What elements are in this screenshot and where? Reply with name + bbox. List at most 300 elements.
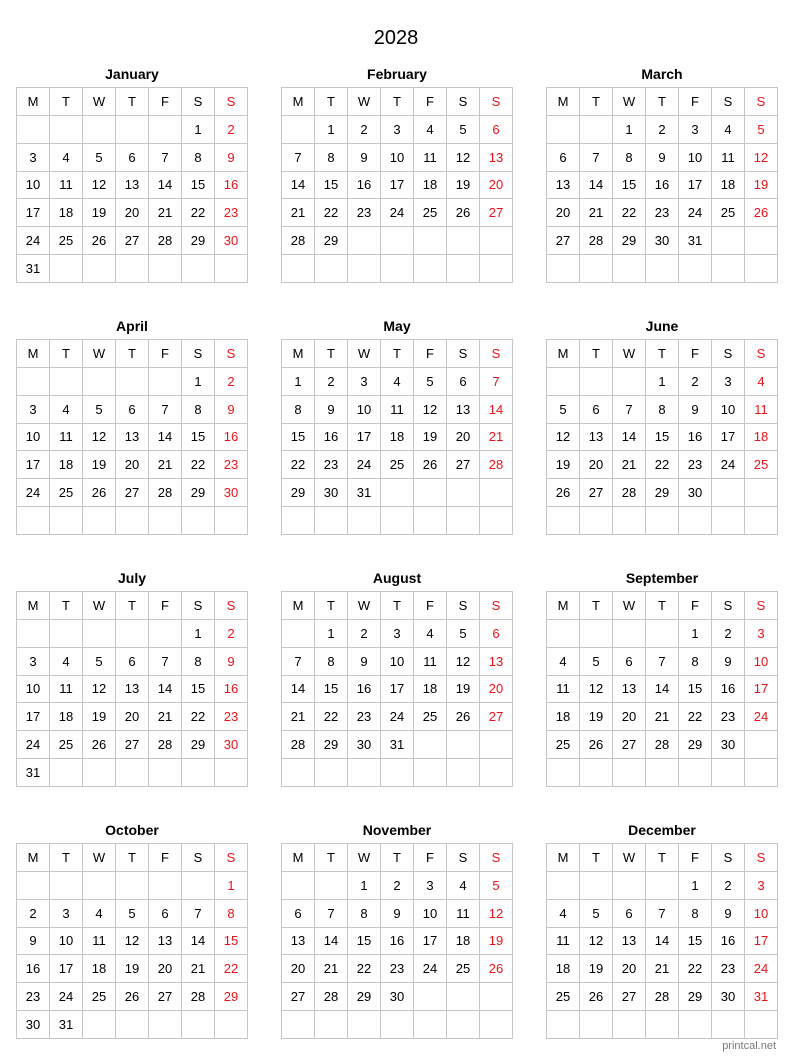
weekday-header: F xyxy=(679,592,712,620)
day-cell: 4 xyxy=(712,116,745,144)
day-cell: 9 xyxy=(215,648,248,676)
day-cell: 23 xyxy=(215,451,248,479)
day-cell: 10 xyxy=(17,172,50,200)
day-cell: 29 xyxy=(613,227,646,255)
day-cell: 28 xyxy=(282,227,315,255)
day-cell: 22 xyxy=(182,451,215,479)
weekday-header: M xyxy=(17,88,50,116)
day-cell: 3 xyxy=(745,620,778,648)
day-cell: 20 xyxy=(149,955,182,983)
weekday-header: T xyxy=(580,88,613,116)
day-cell: 14 xyxy=(149,424,182,452)
year-title: 2028 xyxy=(373,27,419,49)
day-cell: 5 xyxy=(547,396,580,424)
day-cell: 1 xyxy=(215,872,248,900)
day-cell: 7 xyxy=(149,648,182,676)
day-cell: 24 xyxy=(17,731,50,759)
day-cell: 12 xyxy=(447,648,480,676)
day-cell: 21 xyxy=(580,199,613,227)
empty-cell xyxy=(580,872,613,900)
day-cell: 1 xyxy=(315,620,348,648)
day-cell: 16 xyxy=(315,424,348,452)
empty-cell xyxy=(116,620,149,648)
empty-cell xyxy=(149,116,182,144)
day-cell: 8 xyxy=(348,900,381,928)
day-cell: 31 xyxy=(381,731,414,759)
weekday-header: S xyxy=(480,88,513,116)
weekday-header: T xyxy=(381,592,414,620)
month-grid xyxy=(546,339,778,535)
weekday-header: M xyxy=(282,592,315,620)
day-cell: 6 xyxy=(116,396,149,424)
day-cell: 21 xyxy=(182,955,215,983)
empty-cell xyxy=(613,872,646,900)
day-cell: 9 xyxy=(348,144,381,172)
day-cell: 31 xyxy=(17,759,50,787)
day-cell: 9 xyxy=(679,396,712,424)
empty-cell xyxy=(414,227,447,255)
empty-cell xyxy=(348,1011,381,1039)
day-cell: 2 xyxy=(679,368,712,396)
day-cell: 24 xyxy=(679,199,712,227)
day-cell: 22 xyxy=(646,451,679,479)
day-cell: 13 xyxy=(282,928,315,956)
empty-cell xyxy=(116,759,149,787)
weekday-header: W xyxy=(613,340,646,368)
day-cell: 26 xyxy=(447,199,480,227)
day-cell: 7 xyxy=(282,648,315,676)
day-cell: 31 xyxy=(50,1011,83,1039)
day-cell: 12 xyxy=(580,928,613,956)
day-cell: 28 xyxy=(282,731,315,759)
day-cell: 28 xyxy=(580,227,613,255)
day-cell: 7 xyxy=(480,368,513,396)
day-cell: 19 xyxy=(580,955,613,983)
day-cell: 11 xyxy=(447,900,480,928)
day-cell: 17 xyxy=(381,172,414,200)
month-name: December xyxy=(628,822,696,838)
empty-cell xyxy=(50,368,83,396)
empty-cell xyxy=(646,507,679,535)
day-cell: 15 xyxy=(613,172,646,200)
weekday-header: F xyxy=(414,340,447,368)
empty-cell xyxy=(348,759,381,787)
month-name: March xyxy=(641,66,683,82)
month-grid xyxy=(281,591,513,787)
month-name: September xyxy=(625,570,699,586)
day-cell: 26 xyxy=(745,199,778,227)
day-cell: 4 xyxy=(447,872,480,900)
day-cell: 16 xyxy=(215,172,248,200)
day-cell: 9 xyxy=(17,928,50,956)
weekday-header: T xyxy=(381,340,414,368)
day-cell: 2 xyxy=(348,116,381,144)
day-cell: 27 xyxy=(282,983,315,1011)
weekday-header: S xyxy=(712,340,745,368)
day-cell: 30 xyxy=(215,731,248,759)
day-cell: 20 xyxy=(116,703,149,731)
day-cell: 1 xyxy=(182,116,215,144)
day-cell: 27 xyxy=(447,451,480,479)
day-cell: 13 xyxy=(613,676,646,704)
day-cell: 24 xyxy=(17,227,50,255)
weekday-header: S xyxy=(745,844,778,872)
day-cell: 16 xyxy=(215,424,248,452)
month-october xyxy=(16,817,248,1039)
day-cell: 16 xyxy=(646,172,679,200)
day-cell: 18 xyxy=(381,424,414,452)
day-cell: 22 xyxy=(282,451,315,479)
day-cell: 17 xyxy=(745,676,778,704)
day-cell: 8 xyxy=(679,900,712,928)
day-cell: 5 xyxy=(580,648,613,676)
day-cell: 1 xyxy=(679,872,712,900)
day-cell: 23 xyxy=(646,199,679,227)
empty-cell xyxy=(580,116,613,144)
month-grid xyxy=(16,339,248,535)
empty-cell xyxy=(149,507,182,535)
weekday-header: S xyxy=(215,340,248,368)
day-cell: 3 xyxy=(745,872,778,900)
day-cell: 2 xyxy=(712,620,745,648)
day-cell: 28 xyxy=(315,983,348,1011)
empty-cell xyxy=(580,368,613,396)
weekday-header: S xyxy=(712,592,745,620)
day-cell: 14 xyxy=(613,424,646,452)
empty-cell xyxy=(480,507,513,535)
day-cell: 2 xyxy=(215,620,248,648)
weekday-header: S xyxy=(480,340,513,368)
empty-cell xyxy=(745,507,778,535)
empty-cell xyxy=(613,1011,646,1039)
day-cell: 23 xyxy=(215,703,248,731)
empty-cell xyxy=(679,507,712,535)
day-cell: 25 xyxy=(50,731,83,759)
weekday-header: T xyxy=(315,340,348,368)
day-cell: 28 xyxy=(182,983,215,1011)
day-cell: 29 xyxy=(282,479,315,507)
day-cell: 8 xyxy=(182,648,215,676)
weekday-header: F xyxy=(414,88,447,116)
day-cell: 13 xyxy=(447,396,480,424)
day-cell: 19 xyxy=(83,703,116,731)
weekday-header: T xyxy=(646,844,679,872)
day-cell: 26 xyxy=(414,451,447,479)
day-cell: 17 xyxy=(414,928,447,956)
day-cell: 28 xyxy=(646,983,679,1011)
month-december xyxy=(546,817,778,1039)
day-cell: 5 xyxy=(414,368,447,396)
day-cell: 13 xyxy=(480,648,513,676)
day-cell: 7 xyxy=(646,900,679,928)
weekday-header: S xyxy=(447,592,480,620)
day-cell: 12 xyxy=(83,424,116,452)
day-cell: 20 xyxy=(116,451,149,479)
day-cell: 19 xyxy=(547,451,580,479)
day-cell: 6 xyxy=(116,648,149,676)
month-name: February xyxy=(367,66,427,82)
weekday-header: M xyxy=(282,844,315,872)
day-cell: 22 xyxy=(182,703,215,731)
day-cell: 10 xyxy=(17,676,50,704)
weekday-header: W xyxy=(83,340,116,368)
day-cell: 20 xyxy=(580,451,613,479)
empty-cell xyxy=(679,1011,712,1039)
empty-cell xyxy=(381,507,414,535)
weekday-header: M xyxy=(17,340,50,368)
day-cell: 21 xyxy=(149,703,182,731)
day-cell: 28 xyxy=(149,731,182,759)
day-cell: 30 xyxy=(646,227,679,255)
weekday-header: W xyxy=(348,844,381,872)
day-cell: 10 xyxy=(381,648,414,676)
day-cell: 7 xyxy=(646,648,679,676)
empty-cell xyxy=(646,1011,679,1039)
month-name: November xyxy=(362,822,432,838)
empty-cell xyxy=(414,983,447,1011)
day-cell: 14 xyxy=(480,396,513,424)
day-cell: 14 xyxy=(282,676,315,704)
day-cell: 30 xyxy=(348,731,381,759)
day-cell: 2 xyxy=(17,900,50,928)
empty-cell xyxy=(480,731,513,759)
month-april xyxy=(16,313,248,535)
day-cell: 27 xyxy=(116,479,149,507)
day-cell: 18 xyxy=(50,451,83,479)
day-cell: 12 xyxy=(580,676,613,704)
day-cell: 8 xyxy=(182,396,215,424)
weekday-header: W xyxy=(613,88,646,116)
day-cell: 19 xyxy=(83,199,116,227)
empty-cell xyxy=(414,731,447,759)
day-cell: 29 xyxy=(182,479,215,507)
day-cell: 16 xyxy=(17,955,50,983)
empty-cell xyxy=(447,227,480,255)
empty-cell xyxy=(149,1011,182,1039)
day-cell: 7 xyxy=(282,144,315,172)
day-cell: 19 xyxy=(447,676,480,704)
month-grid xyxy=(281,87,513,283)
day-cell: 9 xyxy=(712,648,745,676)
empty-cell xyxy=(745,731,778,759)
day-cell: 6 xyxy=(613,648,646,676)
day-cell: 26 xyxy=(447,703,480,731)
day-cell: 3 xyxy=(381,620,414,648)
empty-cell xyxy=(182,255,215,283)
day-cell: 25 xyxy=(50,479,83,507)
day-cell: 11 xyxy=(50,172,83,200)
day-cell: 26 xyxy=(116,983,149,1011)
day-cell: 4 xyxy=(50,648,83,676)
empty-cell xyxy=(480,1011,513,1039)
empty-cell xyxy=(480,759,513,787)
empty-cell xyxy=(547,872,580,900)
day-cell: 22 xyxy=(215,955,248,983)
month-name: April xyxy=(116,318,148,334)
day-cell: 11 xyxy=(414,144,447,172)
day-cell: 2 xyxy=(646,116,679,144)
day-cell: 17 xyxy=(712,424,745,452)
empty-cell xyxy=(414,1011,447,1039)
day-cell: 5 xyxy=(447,620,480,648)
empty-cell xyxy=(613,255,646,283)
weekday-header: S xyxy=(712,88,745,116)
weekday-header: S xyxy=(447,844,480,872)
day-cell: 30 xyxy=(215,479,248,507)
day-cell: 16 xyxy=(348,676,381,704)
weekday-header: W xyxy=(83,88,116,116)
day-cell: 25 xyxy=(414,199,447,227)
empty-cell xyxy=(17,872,50,900)
day-cell: 25 xyxy=(50,227,83,255)
day-cell: 18 xyxy=(547,703,580,731)
empty-cell xyxy=(149,255,182,283)
day-cell: 12 xyxy=(447,144,480,172)
empty-cell xyxy=(745,227,778,255)
footer-credit: printcal.net xyxy=(722,1040,776,1052)
empty-cell xyxy=(17,368,50,396)
empty-cell xyxy=(381,227,414,255)
month-november xyxy=(281,817,513,1039)
day-cell: 14 xyxy=(580,172,613,200)
weekday-header: M xyxy=(282,88,315,116)
day-cell: 11 xyxy=(381,396,414,424)
empty-cell xyxy=(447,759,480,787)
day-cell: 6 xyxy=(613,900,646,928)
weekday-header: M xyxy=(547,340,580,368)
day-cell: 3 xyxy=(348,368,381,396)
day-cell: 1 xyxy=(679,620,712,648)
empty-cell xyxy=(646,255,679,283)
empty-cell xyxy=(282,759,315,787)
day-cell: 29 xyxy=(315,227,348,255)
weekday-header: S xyxy=(745,340,778,368)
weekday-header: S xyxy=(745,88,778,116)
day-cell: 29 xyxy=(348,983,381,1011)
empty-cell xyxy=(580,1011,613,1039)
weekday-header: S xyxy=(215,88,248,116)
day-cell: 24 xyxy=(712,451,745,479)
day-cell: 8 xyxy=(315,648,348,676)
day-cell: 29 xyxy=(679,983,712,1011)
empty-cell xyxy=(50,507,83,535)
day-cell: 17 xyxy=(679,172,712,200)
empty-cell xyxy=(679,759,712,787)
day-cell: 18 xyxy=(745,424,778,452)
day-cell: 23 xyxy=(17,983,50,1011)
day-cell: 8 xyxy=(679,648,712,676)
day-cell: 7 xyxy=(613,396,646,424)
day-cell: 17 xyxy=(17,703,50,731)
empty-cell xyxy=(149,620,182,648)
weekday-header: S xyxy=(182,844,215,872)
day-cell: 20 xyxy=(547,199,580,227)
day-cell: 26 xyxy=(83,227,116,255)
empty-cell xyxy=(613,507,646,535)
empty-cell xyxy=(182,759,215,787)
day-cell: 2 xyxy=(215,368,248,396)
empty-cell xyxy=(447,507,480,535)
weekday-header: F xyxy=(149,844,182,872)
day-cell: 27 xyxy=(580,479,613,507)
day-cell: 18 xyxy=(414,676,447,704)
empty-cell xyxy=(381,255,414,283)
day-cell: 15 xyxy=(315,676,348,704)
day-cell: 8 xyxy=(646,396,679,424)
weekday-header: M xyxy=(547,844,580,872)
day-cell: 30 xyxy=(17,1011,50,1039)
empty-cell xyxy=(381,1011,414,1039)
weekday-header: T xyxy=(646,592,679,620)
empty-cell xyxy=(149,759,182,787)
empty-cell xyxy=(116,507,149,535)
day-cell: 24 xyxy=(745,955,778,983)
month-grid xyxy=(281,339,513,535)
day-cell: 21 xyxy=(480,424,513,452)
day-cell: 10 xyxy=(381,144,414,172)
day-cell: 13 xyxy=(116,676,149,704)
day-cell: 4 xyxy=(414,116,447,144)
day-cell: 18 xyxy=(712,172,745,200)
day-cell: 24 xyxy=(381,703,414,731)
day-cell: 14 xyxy=(182,928,215,956)
day-cell: 23 xyxy=(215,199,248,227)
day-cell: 20 xyxy=(282,955,315,983)
day-cell: 7 xyxy=(149,396,182,424)
weekday-header: T xyxy=(646,88,679,116)
day-cell: 11 xyxy=(414,648,447,676)
day-cell: 27 xyxy=(480,703,513,731)
day-cell: 25 xyxy=(745,451,778,479)
month-name: October xyxy=(105,822,159,838)
empty-cell xyxy=(182,1011,215,1039)
day-cell: 30 xyxy=(315,479,348,507)
day-cell: 21 xyxy=(613,451,646,479)
day-cell: 12 xyxy=(83,676,116,704)
day-cell: 12 xyxy=(83,172,116,200)
day-cell: 31 xyxy=(745,983,778,1011)
day-cell: 27 xyxy=(613,731,646,759)
day-cell: 2 xyxy=(315,368,348,396)
weekday-header: T xyxy=(646,340,679,368)
day-cell: 8 xyxy=(182,144,215,172)
weekday-header: T xyxy=(50,844,83,872)
empty-cell xyxy=(83,507,116,535)
weekday-header: W xyxy=(348,592,381,620)
empty-cell xyxy=(50,116,83,144)
empty-cell xyxy=(182,507,215,535)
empty-cell xyxy=(580,620,613,648)
day-cell: 21 xyxy=(282,199,315,227)
day-cell: 22 xyxy=(679,955,712,983)
day-cell: 4 xyxy=(83,900,116,928)
empty-cell xyxy=(480,983,513,1011)
day-cell: 26 xyxy=(480,955,513,983)
weekday-header: F xyxy=(149,340,182,368)
day-cell: 5 xyxy=(83,648,116,676)
day-cell: 5 xyxy=(116,900,149,928)
month-grid xyxy=(281,843,513,1039)
day-cell: 16 xyxy=(215,676,248,704)
empty-cell xyxy=(447,731,480,759)
day-cell: 20 xyxy=(116,199,149,227)
day-cell: 22 xyxy=(315,199,348,227)
day-cell: 11 xyxy=(547,928,580,956)
day-cell: 1 xyxy=(348,872,381,900)
day-cell: 25 xyxy=(381,451,414,479)
weekday-header: W xyxy=(348,88,381,116)
weekday-header: W xyxy=(613,844,646,872)
